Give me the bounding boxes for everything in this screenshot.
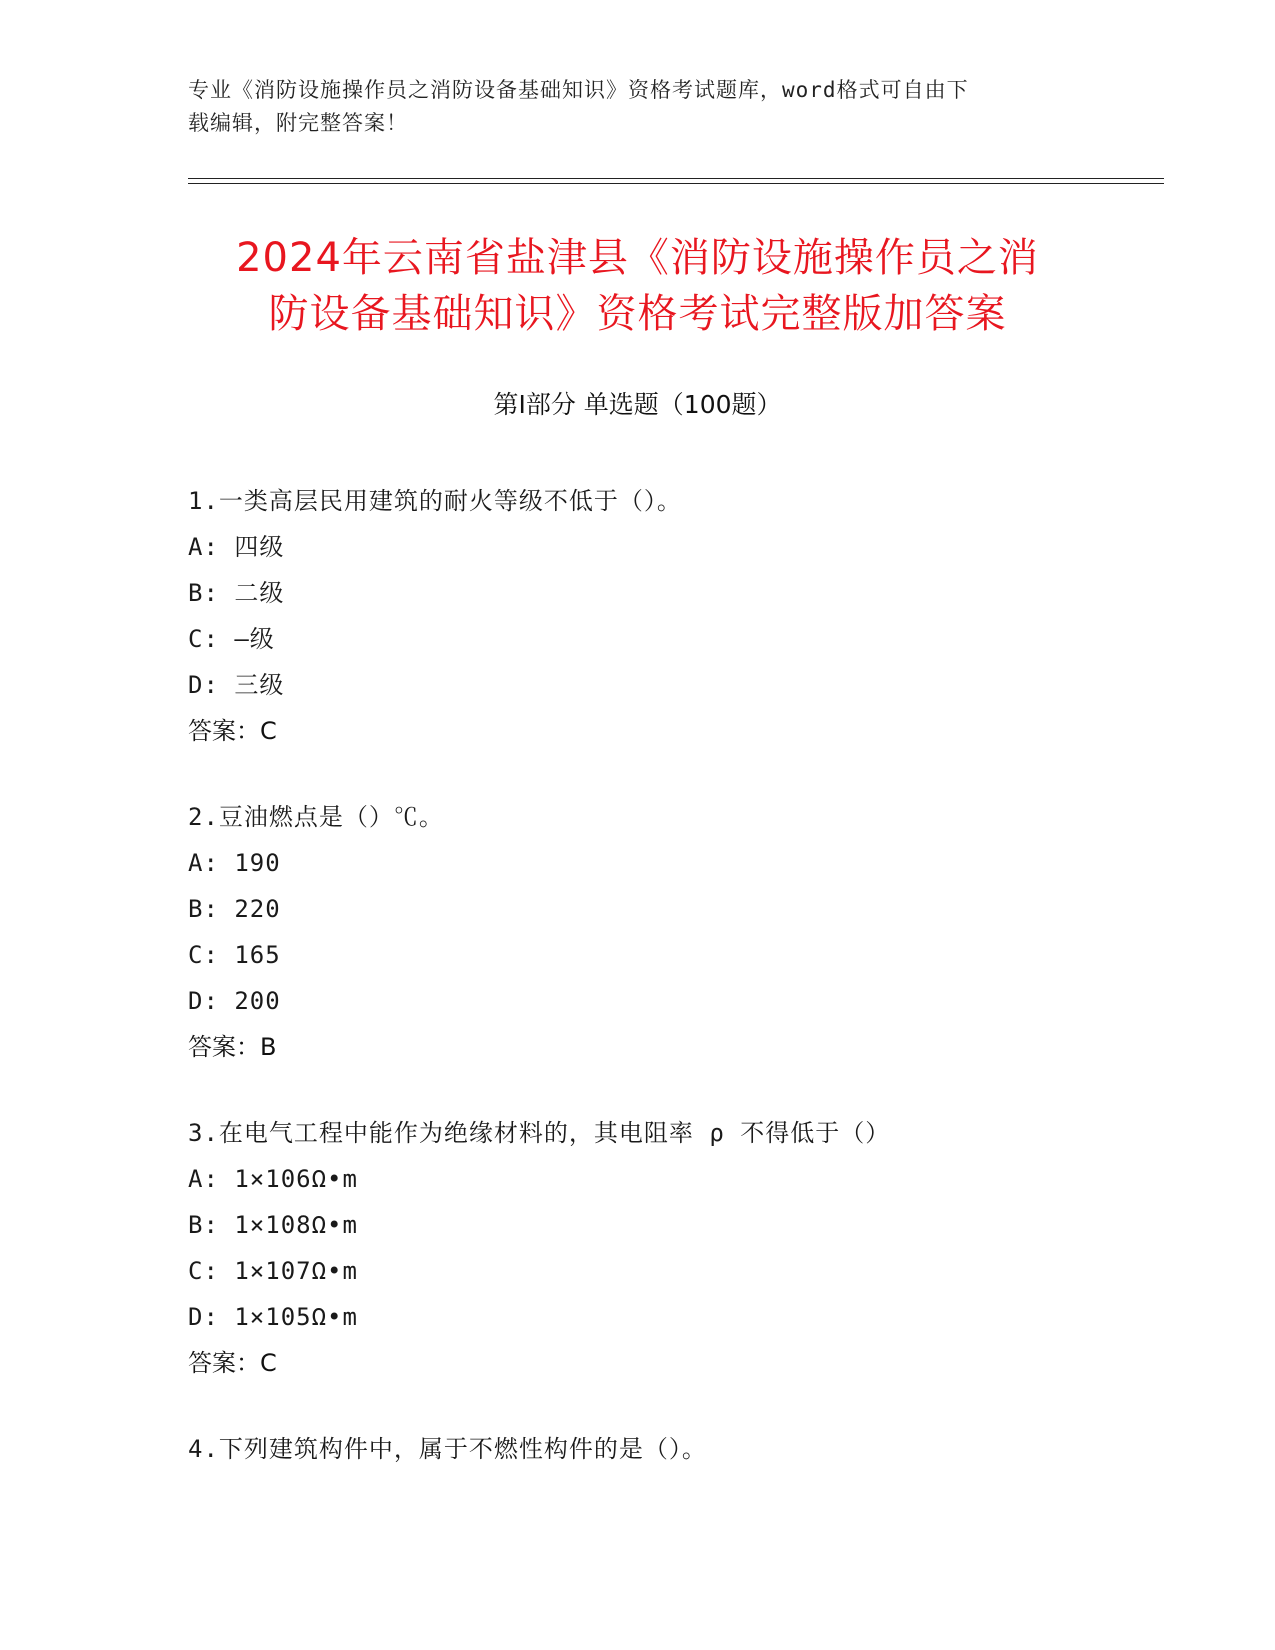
- header-note-line-2: 载编辑，附完整答案！: [188, 111, 408, 135]
- question-stem: 4.下列建筑构件中，属于不燃性构件的是（）。: [188, 1435, 707, 1463]
- option-b: B: 1×108Ω•m: [188, 1211, 358, 1239]
- question-2: [188, 794, 1168, 1070]
- question-stem: 3.在电气工程中能作为绝缘材料的，其电阻率 ρ 不得低于（）: [188, 1119, 891, 1147]
- document-title: [140, 230, 1135, 342]
- option-d: D: 200: [188, 987, 281, 1015]
- option-b: B: 二级: [188, 579, 285, 607]
- option-c: C: 1×107Ω•m: [188, 1257, 358, 1285]
- option-b: B: 220: [188, 895, 281, 923]
- section-heading: 第Ⅰ部分 单选题（100题）: [493, 390, 782, 419]
- option-a: A: 四级: [188, 533, 285, 561]
- header-note-line-1: 专业《消防设施操作员之消防设备基础知识》资格考试题库，word格式可自由下: [188, 78, 969, 102]
- answer: 答案：C: [188, 1349, 277, 1377]
- question-4: [188, 1426, 1168, 1472]
- option-d: D: 三级: [188, 671, 285, 699]
- question-1: [188, 478, 1168, 754]
- option-a: A: 190: [188, 849, 281, 877]
- document-title-line-1: 2024年云南省盐津县《消防设施操作员之消: [236, 235, 1039, 281]
- option-d: D: 1×105Ω•m: [188, 1303, 358, 1331]
- question-3: [188, 1110, 1168, 1386]
- answer: 答案：C: [188, 717, 277, 745]
- question-list: [188, 478, 1168, 1512]
- option-a: A: 1×106Ω•m: [188, 1165, 358, 1193]
- answer: 答案：B: [188, 1033, 277, 1061]
- option-c: C: —级: [188, 625, 275, 653]
- option-c: C: 165: [188, 941, 281, 969]
- document-title-line-2: 防设备基础知识》资格考试完整版加答案: [268, 291, 1007, 337]
- header-note: [188, 74, 1088, 140]
- header-divider-top: [188, 178, 1164, 179]
- question-stem: 1.一类高层民用建筑的耐火等级不低于（）。: [188, 487, 682, 515]
- header-divider-bottom: [188, 183, 1164, 184]
- question-stem: 2.豆油燃点是（）℃。: [188, 803, 444, 831]
